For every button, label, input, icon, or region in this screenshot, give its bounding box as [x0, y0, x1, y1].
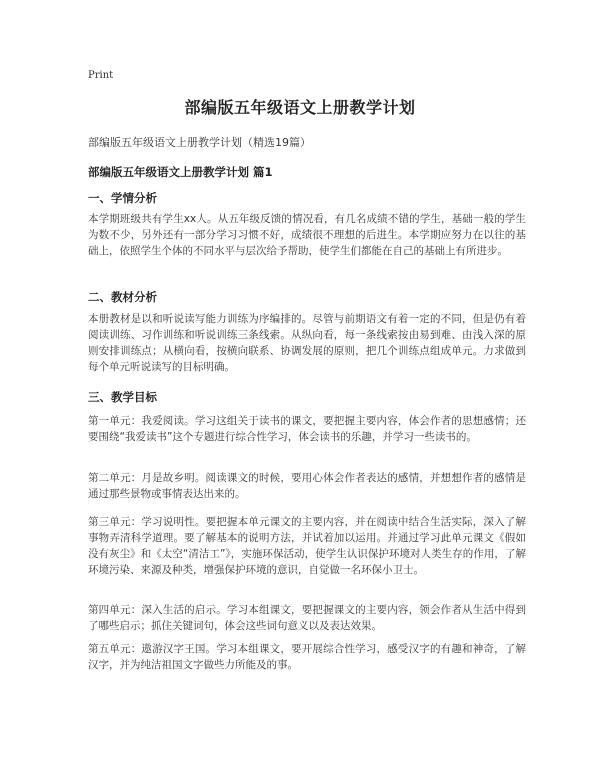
paragraph-unit-5: 第五单元：遨游汉字王国。学习本组课文，要开展综合性学习，感受汉字的有趣和神奇，了解汉字，并为纯洁祖国文字做些力所能及的事。 [88, 643, 526, 671]
page-title: 部编版五年级语文上册教学计划 [184, 98, 416, 117]
paragraph-learning-analysis: 本学期班级共有学生xx人。从五年级反馈的情况看，有几名成绩不错的学生，基础一般的学生为数不少，另外还有一部分学习习惯不好，成绩很不理想的后进生。本学期应努力在以往的基础上，依照学生个体的不同水平与层次给予帮助，使学生们都能在自己的基础上有所进步。 [88, 213, 526, 257]
section-heading-textbook-analysis: 二、教材分析 [88, 290, 157, 304]
paragraph-textbook-analysis: 本册教材是以和听说读写能力训练为序编排的。尽管与前期语文有着一定的不同，但是仍有着阅读训练、习作训练和听说训练三条线索。从纵向看，每一条线索按由易到难、由浅入深的原则安排训练点；从横向看，按横向联系、协调发展的原则，把几个训练点组成单元。力求做到每个单元听说读写的目标明确。 [88, 313, 526, 373]
paragraph-unit-3: 第三单元：学习说明性。要把握本单元课文的主要内容，并在阅读中结合生活实际，深入了解事物弄清科学道理。要了解基本的说明方法，并试着加以运用。并通过学习此单元课文《假如没有灰尘》和《太空“清洁工”》，实施环保活动，使学生认识保护环境对人类生存的作用，了解环境污染、来源及种类，增强保护环境的意识，自觉做一名环保小卫士。 [88, 516, 526, 576]
document-subtitle: 部编版五年级语文上册教学计划（精选19篇） [88, 136, 311, 149]
article-heading: 部编版五年级语文上册教学计划 篇1 [88, 165, 273, 179]
paragraph-unit-1: 第一单元：我爱阅读。学习这组关于读书的课文，要把握主要内容，体会作者的思想感情；还要围绕“我爱读书”这个专题进行综合性学习，体会读书的乐趣，并学习一些读书的。 [88, 415, 526, 443]
section-heading-learning-analysis: 一、学情分析 [88, 191, 157, 205]
paragraph-unit-2: 第二单元：月是故乡明。阅读课文的时候，要用心体会作者表达的感情，并想想作者的感情是通过那些景物或事情表达出来的。 [88, 472, 526, 500]
print-link[interactable]: Print [88, 70, 114, 81]
section-heading-teaching-goals: 三、教学目标 [88, 390, 157, 404]
paragraph-unit-4: 第四单元：深入生活的启示。学习本组课文，要把握课文的主要内容，领会作者从生活中得到了哪些启示；抓住关键词句，体会这些词句意义以及表达效果。 [88, 604, 526, 632]
